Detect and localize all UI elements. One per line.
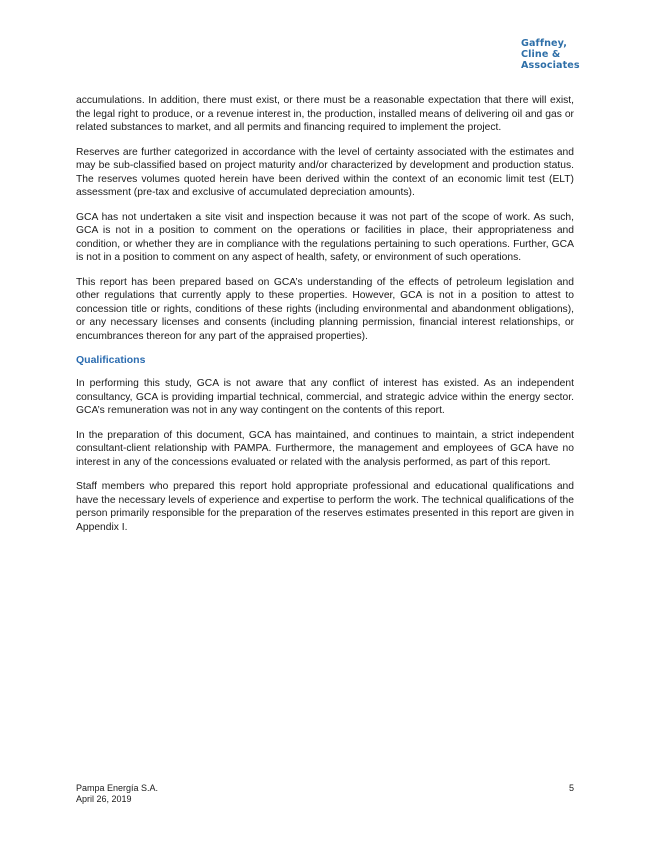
paragraph-conflict-of-interest: In performing this study, GCA is not aware that any conflict of interest has existed. As an independent consultancy, GCA is providing impartial technical, commercial, and strategic advice within the energy sector. GCA’s remuneration was not in any way contingent on the contents of this report. <box>76 378 574 416</box>
document-body <box>76 94 574 545</box>
page-number: 5 <box>568 783 574 793</box>
paragraph-reserves-categorized: Reserves are further categorized in accordance with the level of certainty associated with the estimates and may be sub-classified based on project maturity and/or characterized by development and production status. The reserves volumes quoted herein have been derived within the context of an economic limit test (ELT) assessment (pre-tax and exclusive of accumulated depreciation amounts). <box>76 146 574 198</box>
page-footer <box>76 783 574 805</box>
logo-line-1: Gaffney, <box>521 38 567 49</box>
paragraph-staff-qualifications: Staff members who prepared this report hold appropriate professional and educational qualifications and have the necessary levels of experience and expertise to perform the work. The technical qualifications of the person primarily responsible for the preparation of the reserves estimates presented in this report are given in Appendix I. <box>76 481 574 533</box>
logo-line-3: Associates <box>521 60 580 71</box>
paragraph-accumulations: accumulations. In addition, there must exist, or there must be a reasonable expectation that there will exist, the legal right to produce, or a revenue interest in, the production, installed means of delivering oil and gas or related substances to market, and all permits and financing required to implement the project. <box>76 95 574 133</box>
paragraph-legislation: This report has been prepared based on GCA’s understanding of the effects of petroleum legislation and other regulations that currently apply to these properties. However, GCA is not in a position to attest to concession title or rights, conditions of these rights (including environmental and abandonment obligations), or any necessary licenses and consents (including planning permission, financial interest relationships, or encumbrances thereon for any part of the appraised properties). <box>76 276 574 342</box>
company-logo <box>521 38 580 71</box>
section-heading-qualifications: Qualifications <box>76 354 146 366</box>
logo-line-2: Cline & <box>521 49 561 60</box>
paragraph-independence: In the preparation of this document, GCA has maintained, and continues to maintain, a strict independent consultant-client relationship with PAMPA. Furthermore, the management and employees of GCA have no interest in any of the concessions evaluated or related with the analysis performed, as part of this report. <box>76 429 574 468</box>
footer-company: Pampa Energía S.A. <box>76 783 159 793</box>
paragraph-site-visit: GCA has not undertaken a site visit and inspection because it was not part of the scope of work. As such, GCA is not in a position to comment on the operations or facilities in place, their appropriateness and condition, or whether they are in compliance with the regulations pertaining to such operations. Further, GCA is not in a position to comment on any aspect of health, safety, or environment of such operations. <box>76 211 574 263</box>
footer-date: April 26, 2019 <box>76 794 132 804</box>
